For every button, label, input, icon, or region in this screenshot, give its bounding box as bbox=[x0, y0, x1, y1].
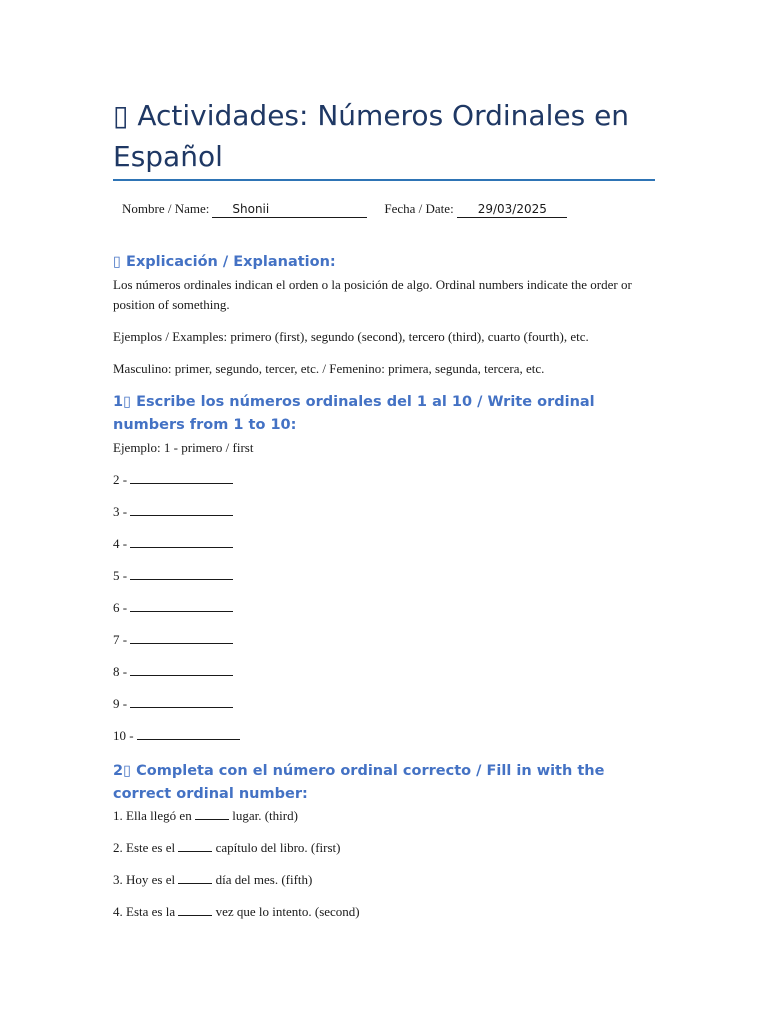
ordinal-item: 3 - bbox=[113, 502, 658, 522]
examples-text: Ejemplos / Examples: primero (first), segundo (second), tercero (third), cuarto (fourth), etc. bbox=[113, 329, 589, 344]
section2-heading bbox=[113, 760, 658, 806]
name-date-row bbox=[122, 201, 567, 218]
answer-blank[interactable] bbox=[130, 471, 233, 484]
date-field[interactable]: 29/03/2025 bbox=[457, 202, 567, 218]
ordinal-item: 9 - bbox=[113, 694, 658, 714]
ordinal-item: 2 - bbox=[113, 470, 658, 490]
ordinal-item: 10 - bbox=[113, 726, 658, 746]
fill-in-item: 3. Hoy es el día del mes. (fifth) bbox=[113, 872, 313, 887]
answer-blank[interactable] bbox=[137, 727, 240, 740]
answer-blank[interactable] bbox=[130, 567, 233, 580]
title-text: Actividades: Números Ordinales en Español bbox=[113, 99, 630, 173]
ordinal-item: 8 - bbox=[113, 662, 658, 682]
answer-blank[interactable] bbox=[130, 535, 233, 548]
answer-blank[interactable] bbox=[130, 503, 233, 516]
explanation-placeholder-icon: ▯ bbox=[113, 254, 121, 270]
date-label: Fecha / Date: bbox=[384, 201, 454, 216]
answer-blank[interactable] bbox=[130, 695, 233, 708]
fill-in-item: 4. Esta es la vez que lo intento. (second) bbox=[113, 904, 360, 919]
answer-blank[interactable] bbox=[195, 807, 229, 820]
section2-heading-text: Completa con el número ordinal correcto / Fill in with the correct ordinal number: bbox=[113, 763, 605, 802]
explanation-heading-text: Explicación / Explanation: bbox=[126, 254, 336, 270]
explanation-heading bbox=[113, 251, 658, 274]
answer-blank[interactable] bbox=[178, 839, 212, 852]
ordinal-item: 4 - bbox=[113, 534, 658, 554]
name-field[interactable]: Shonii bbox=[212, 202, 367, 218]
title-placeholder-icon: ▯ bbox=[113, 99, 129, 132]
ordinal-item: 7 - bbox=[113, 630, 658, 650]
section1-heading bbox=[113, 391, 658, 437]
section1-heading-text: Escribe los números ordinales del 1 al 10 / Write ordinal numbers from 1 to 10: bbox=[113, 394, 595, 433]
explanation-text: Los números ordinales indican el orden o la posición de algo. Ordinal numbers indicate the order or position of something. bbox=[113, 277, 632, 312]
section1-example: Ejemplo: 1 - primero / first bbox=[113, 440, 254, 455]
answer-blank[interactable] bbox=[130, 663, 233, 676]
ordinal-item: 5 - bbox=[113, 566, 658, 586]
section1-number-icon: 1▯ bbox=[113, 394, 132, 410]
answer-blank[interactable] bbox=[130, 631, 233, 644]
gender-text: Masculino: primer, segundo, tercer, etc. / Femenino: primera, segunda, tercera, etc. bbox=[113, 361, 545, 376]
title-underline bbox=[113, 179, 655, 181]
ordinal-item: 6 - bbox=[113, 598, 658, 618]
answer-blank[interactable] bbox=[178, 903, 212, 916]
page-title bbox=[113, 95, 658, 177]
answer-blank[interactable] bbox=[178, 871, 212, 884]
fill-in-item: 1. Ella llegó en lugar. (third) bbox=[113, 808, 298, 823]
name-label: Nombre / Name: bbox=[122, 201, 210, 216]
answer-blank[interactable] bbox=[130, 599, 233, 612]
section2-number-icon: 2▯ bbox=[113, 763, 132, 779]
fill-in-item: 2. Este es el capítulo del libro. (first) bbox=[113, 840, 341, 855]
